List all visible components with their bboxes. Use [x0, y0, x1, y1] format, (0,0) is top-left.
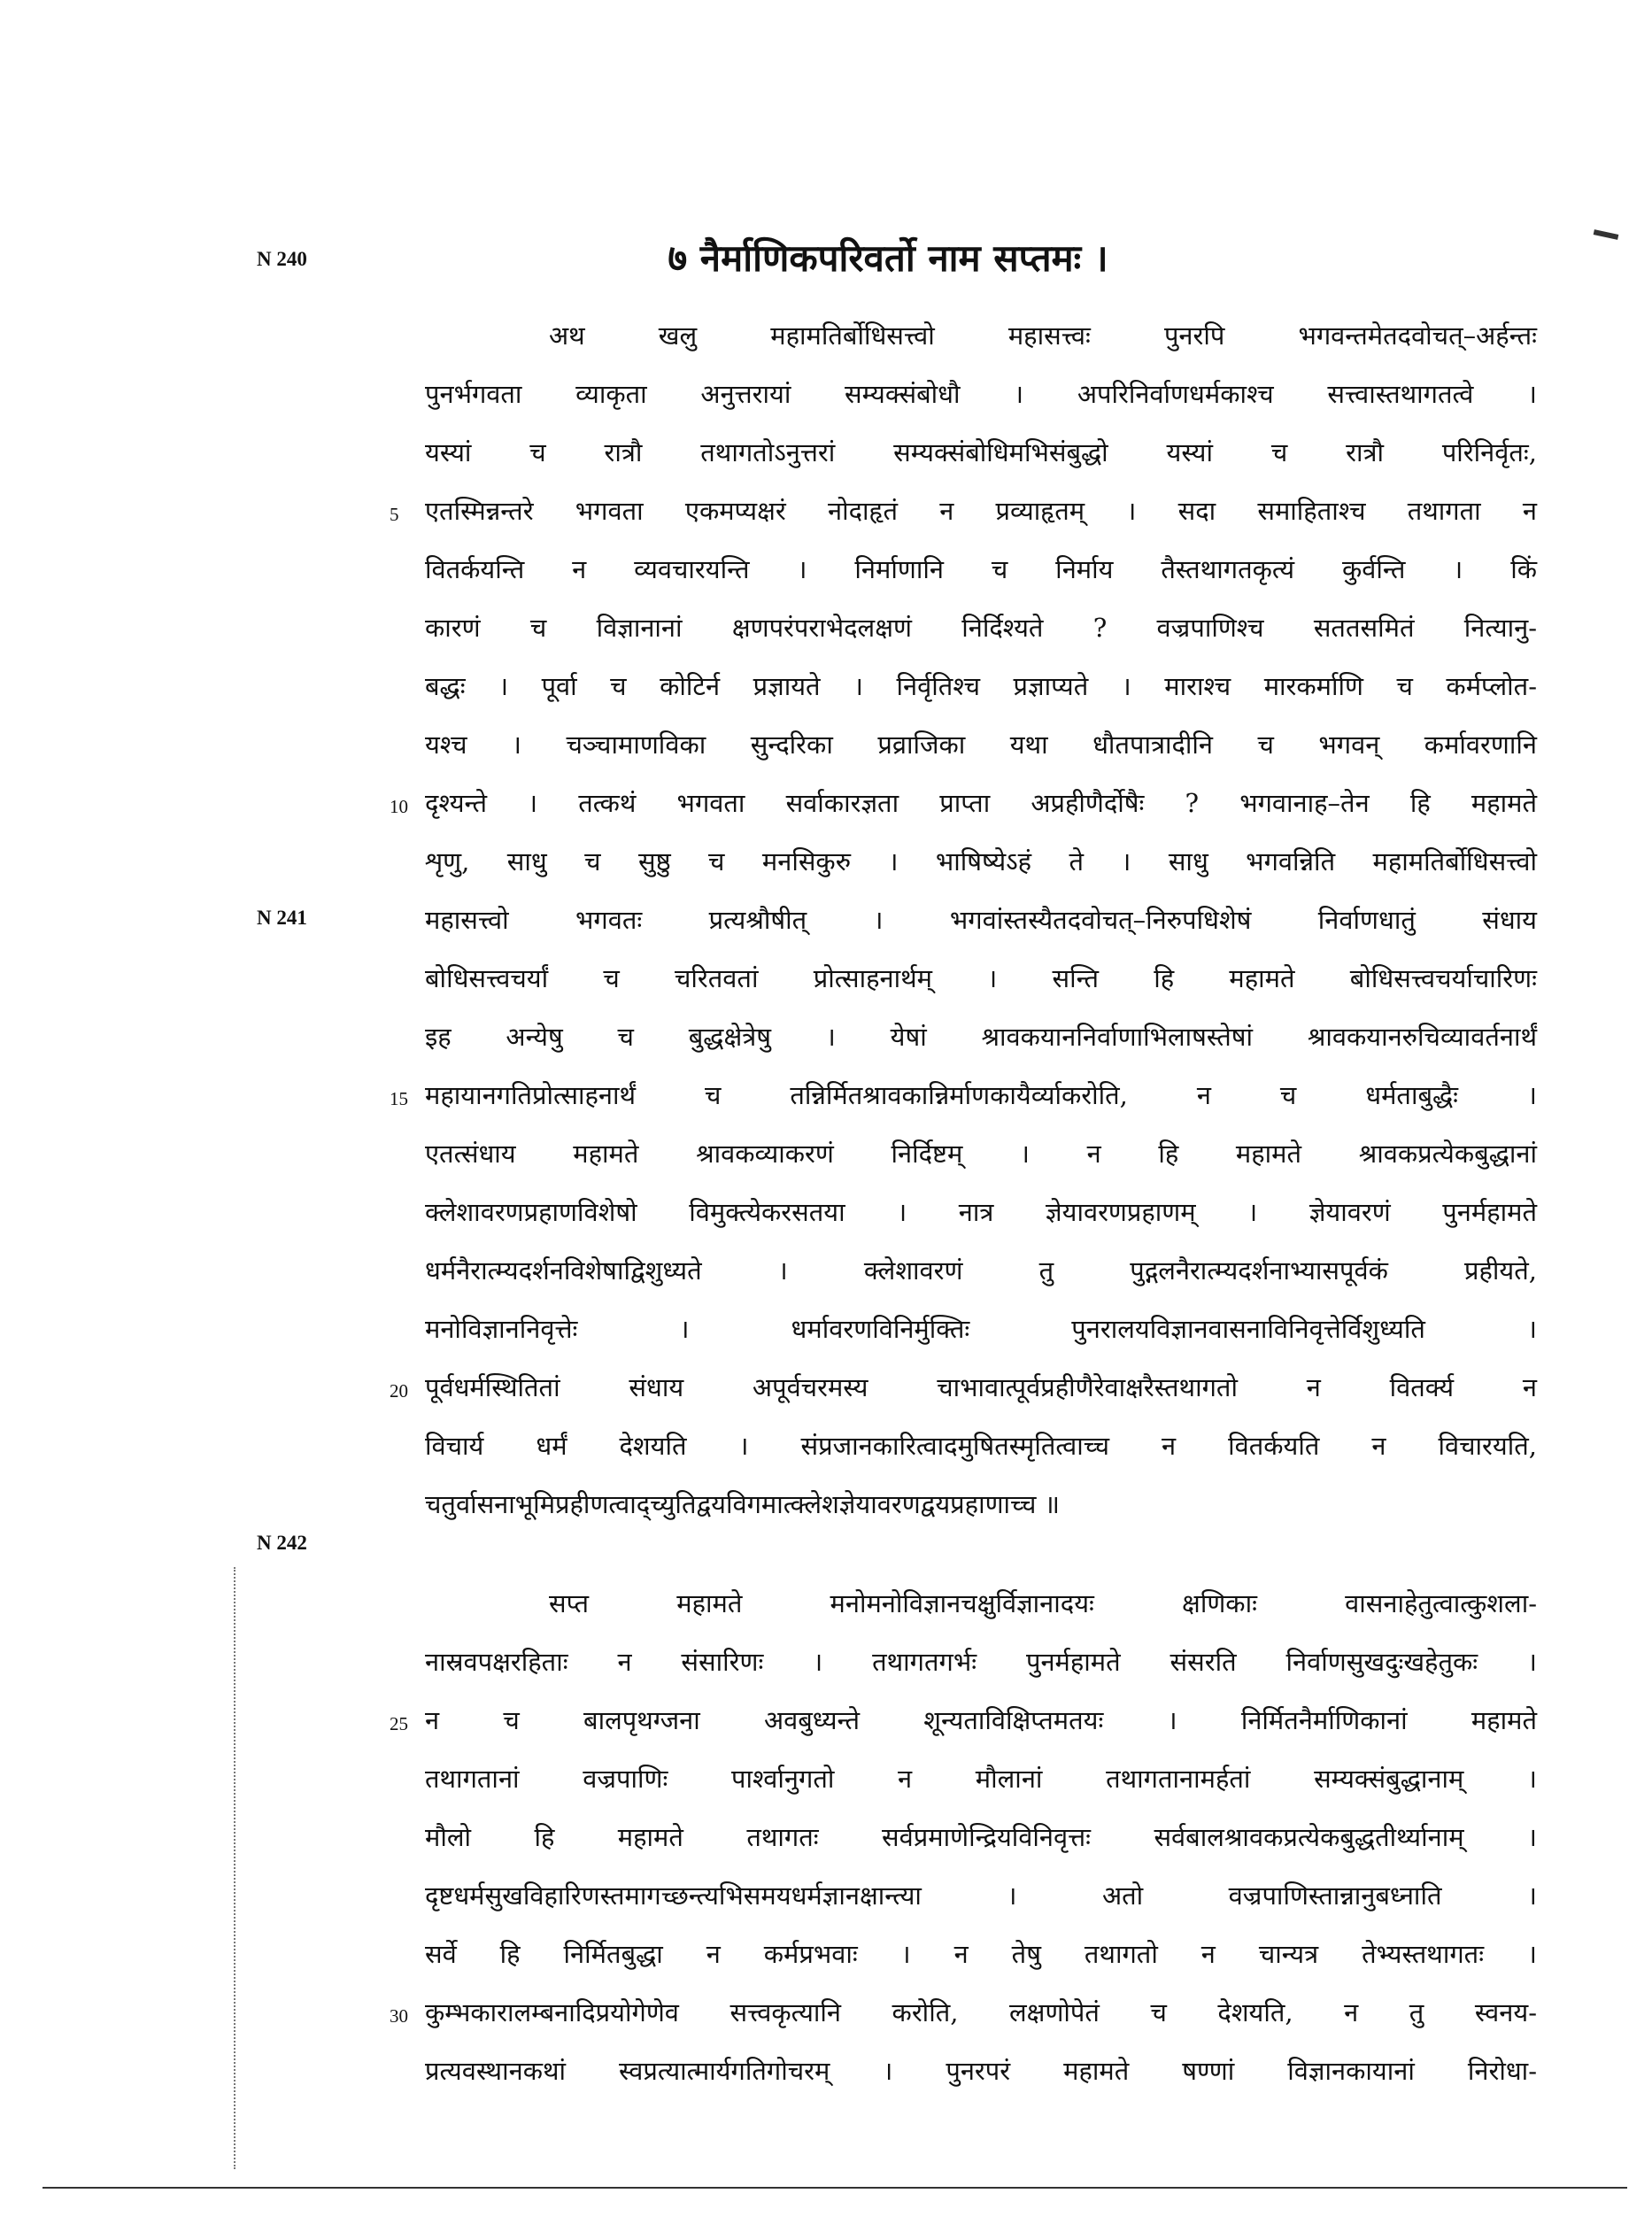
line-number: 30	[390, 2005, 408, 2027]
margin-ref-n242: N 242	[257, 1532, 307, 1554]
text-line: एतस्मिन्नन्तरे भगवता एकमप्यक्षरं नोदाहृतं न प्रव्याहृतम् । सदा समाहिताश्च तथागता न 5	[425, 482, 1537, 540]
text-line: न च बालपृथग्जना अवबुध्यन्ते शून्यताविक्षिप्तमतयः । निर्मितनैर्माणिकानां महामते 25	[425, 1691, 1537, 1749]
text-line: शृणु, साधु च सुष्ठु च मनसिकुरु । भाषिष्येऽहं ते । साधु भगवन्निति महामतिर्बोधिसत्त्वो	[425, 846, 1537, 877]
text-line: दृश्यन्ते । तत्कथं भगवता सर्वाकारज्ञता प्राप्ता अप्रहीणैर्दोषैः ? भगवानाह–तेन हि महामते 10	[425, 774, 1537, 832]
text-line: वितर्कयन्ति न व्यवचारयन्ति । निर्माणानि च निर्माय तैस्तथागतकृत्यं कुर्वन्ति । किं	[425, 554, 1537, 584]
text-line: एतत्संधाय महामते श्रावकव्याकरणं निर्दिष्टम् । न हि महामते श्रावकप्रत्येकबुद्धानां	[425, 1139, 1537, 1169]
line-number: 5	[390, 504, 399, 525]
text-line: बोधिसत्त्वचर्यां च चरितवतां प्रोत्साहनार्थम् । सन्ति हि महामते बोधिसत्त्वचर्याचारिणः	[425, 963, 1537, 993]
text-line: धर्मनैरात्म्यदर्शनविशेषाद्विशुध्यते । क्लेशावरणं तु पुद्गलनैरात्म्यदर्शनाभ्यासपूर्वकं प्रहीयते,	[425, 1255, 1537, 1286]
text-line: कारणं च विज्ञानानां क्षणपरंपराभेदलक्षणं निर्दिश्यते ? वज्रपाणिश्च सततसमितं नित्यानु-	[425, 613, 1537, 643]
line-number: 10	[390, 796, 408, 817]
text-line: विचार्य धर्मं देशयति । संप्रजानकारित्वादमुषितस्मृतित्वाच्च न वितर्कयति न विचारयति,	[425, 1431, 1537, 1461]
text-line: इह अन्येषु च बुद्धक्षेत्रेषु । येषां श्रावकयाननिर्वाणाभिलाषस्तेषां श्रावकयानरुचिव्यावर्तनार्थं	[425, 1022, 1537, 1052]
text-line: नास्रवपक्षरहिताः न संसारिणः । तथागतगर्भः पुनर्महामते संसरति निर्वाणसुखदुःखहेतुकः ।	[425, 1647, 1537, 1677]
margin-dotted-line	[234, 1567, 235, 2169]
text-line: सप्त महामते मनोमनोविज्ञानचक्षुर्विज्ञानादयः क्षणिकाः वासनाहेतुत्वात्कुशला-	[549, 1588, 1537, 1618]
text-line: महायानगतिप्रोत्साहनार्थं च तन्निर्मितश्रावकान्निर्माणकायैर्व्याकरोति, न च धर्मताबुद्धैः । 15	[425, 1066, 1537, 1124]
text-line: क्लेशावरणप्रहाणविशेषो विमुक्त्येकरसतया । नात्र ज्ञेयावरणप्रहाणम् । ज्ञेयावरणं पुनर्महामते	[425, 1197, 1537, 1227]
chapter-title: ७ नैर्माणिकपरिवर्तो नाम सप्तमः ।	[668, 236, 1108, 280]
text-line: सर्वे हि निर्मितबुद्धा न कर्मप्रभवाः । न तेषु तथागतो न चान्यत्र तेभ्यस्तथागतः ।	[425, 1939, 1537, 1969]
line-number: 25	[390, 1713, 408, 1734]
paragraph	[390, 306, 1537, 1533]
margin-ref-n241: N 241	[257, 907, 307, 929]
text-line: यश्च । चञ्चामाणविका सुन्दरिका प्रव्राजिका यथा धौतपात्रादीनि च भगवन् कर्मावरणानि	[425, 730, 1537, 760]
text-line: पुनर्भगवता व्याकृता अनुत्तरायां सम्यक्संबोधौ । अपरिनिर्वाणधर्मकाश्च सत्त्वास्तथागतत्वे ।	[425, 379, 1537, 409]
text-line: कुम्भकारालम्बनादिप्रयोगेणेव सत्त्वकृत्यानि करोति, लक्षणोपेतं च देशयति, न तु स्वनय- 30	[425, 1983, 1537, 2042]
text-line: पूर्वधर्मस्थितितां संधाय अपूर्वचरमस्य चाभावात्पूर्वप्रहीणैरेवाक्षरैस्तथागतो न वितर्क्य न 20	[425, 1358, 1537, 1417]
text-line: मौलो हि महामते तथागतः सर्वप्रमाणेन्द्रियविनिवृत्तः सर्वबालश्रावकप्रत्येकबुद्धतीर्थ्यानाम् ।	[425, 1822, 1537, 1852]
margin-ref-n240: N 240	[257, 248, 307, 270]
line-number: 15	[390, 1088, 408, 1109]
line-number: 20	[390, 1380, 408, 1402]
text-line: अथ खलु महामतिर्बोधिसत्त्वो महासत्त्वः पुनरपि भगवन्तमेतदवोचत्–अर्हन्तः	[549, 321, 1537, 351]
footer-rule	[42, 2187, 1627, 2189]
body-text	[390, 306, 1537, 2100]
text-line: दृष्टधर्मसुखविहारिणस्तमागच्छन्त्यभिसमयधर्मज्ञानक्षान्त्या । अतो वज्रपाणिस्तान्नानुबध्नाति ।	[425, 1881, 1537, 1911]
text-line: मनोविज्ञाननिवृत्तेः । धर्मावरणविनिर्मुक्तिः पुनरालयविज्ञानवासनाविनिवृत्तेर्विशुध्यति ।	[425, 1314, 1537, 1344]
paragraph	[390, 1574, 1537, 2100]
text-line: तथागतानां वज्रपाणिः पार्श्वानुगतो न मौलानां तथागतानामर्हतां सम्यक्संबुद्धानाम् ।	[425, 1764, 1537, 1794]
text-line: प्रत्यवस्थानकथां स्वप्रत्यात्मार्यगतिगोचरम् । पुनरपरं महामते षण्णां विज्ञानकायानां निरोधा-	[425, 2056, 1537, 2086]
text-line: बद्धः । पूर्वा च कोटिर्न प्रज्ञायते । निर्वृतिश्च प्रज्ञाप्यते । माराश्च मारकर्माणि च कर्मप्लोत-	[425, 671, 1537, 701]
text-line: महासत्त्वो भगवतः प्रत्यश्रौषीत् । भगवांस्तस्यैतदवोचत्–निरुपधिशेषं निर्वाणधातुं संधाय	[425, 905, 1537, 935]
text-line: यस्यां च रात्रौ तथागतोऽनुत्तरां सम्यक्संबोधिमभिसंबुद्धो यस्यां च रात्रौ परिनिर्वृतः,	[425, 437, 1537, 467]
text-line: चतुर्वासनाभूमिप्रहीणत्वाद्च्युतिद्वयविगमात्क्लेशज्ञेयावरणद्वयप्रहाणाच्च ॥	[425, 1489, 1060, 1519]
